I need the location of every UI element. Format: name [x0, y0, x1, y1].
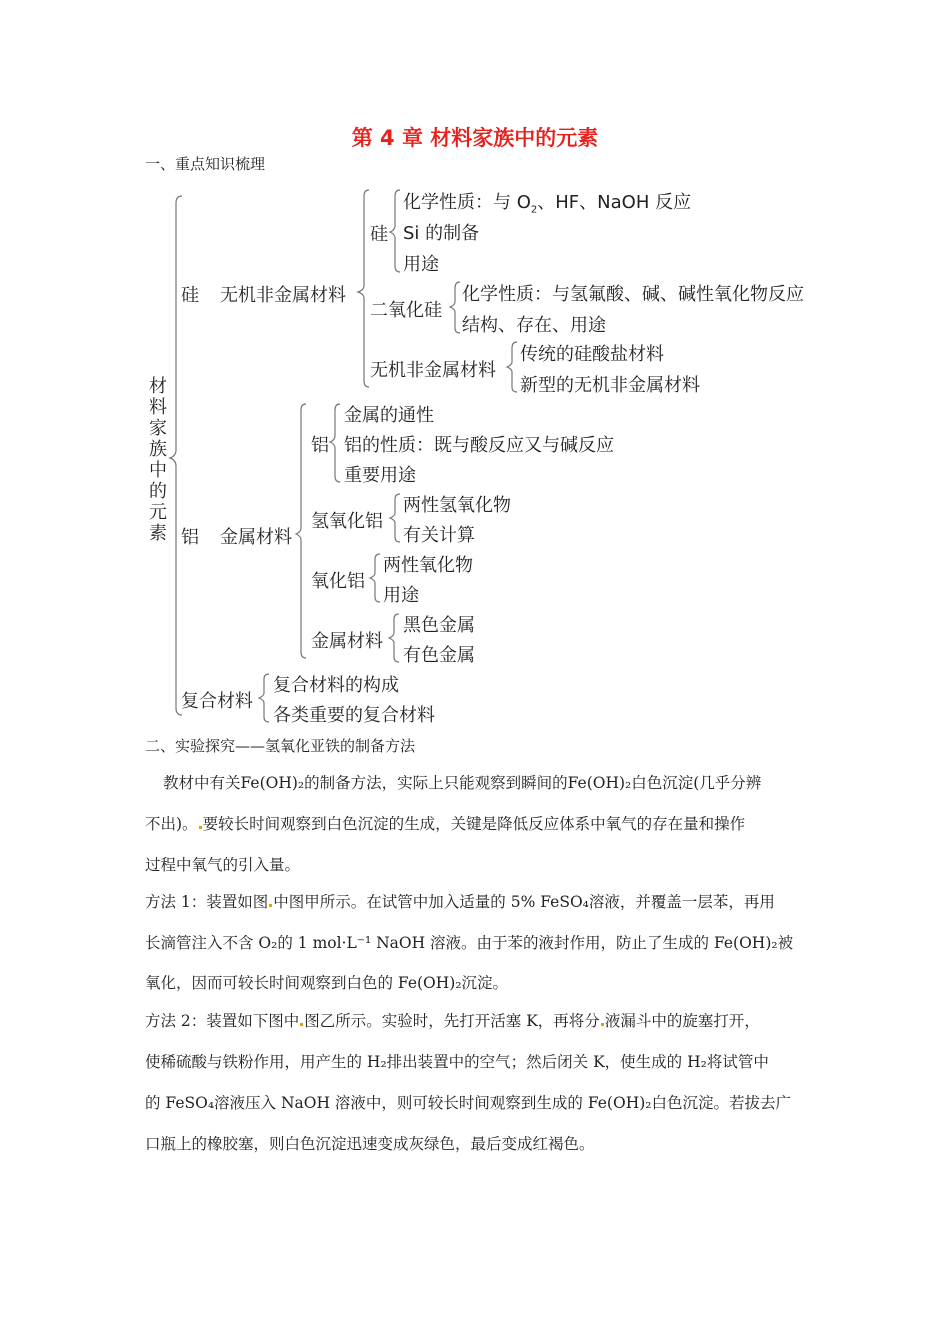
oxide-item-use: 用途 — [383, 585, 419, 606]
oxide-label: 氧化铝 — [311, 571, 365, 592]
method-2-line-1: 方法 2：装置如下图中 图乙所示。实验时，先打开活塞 K，再将分 液漏斗中的旋塞打开， — [145, 1012, 760, 1030]
al-element-brace — [330, 404, 340, 482]
composite-item-structure: 复合材料的构成 — [273, 675, 399, 696]
metal-item-ferrous: 黑色金属 — [403, 615, 475, 636]
method-2-line-4: 口瓶上的橡胶塞，则白色沉淀迅速变成灰绿色，最后变成红褐色。 — [145, 1135, 595, 1153]
inorganic-brace — [507, 342, 517, 392]
sio2-label: 二氧化硅 — [370, 300, 442, 321]
al-label: 铝 — [181, 527, 199, 548]
page-title: 第 4 章 材料家族中的元素 — [351, 126, 599, 150]
root-brace — [170, 196, 182, 715]
inorganic-item-traditional: 传统的硅酸盐材料 — [520, 344, 664, 365]
composite-brace — [259, 674, 269, 722]
inorganic-label: 无机非金属材料 — [370, 360, 496, 381]
oxide-item-amphoteric: 两性氧化物 — [383, 555, 473, 576]
al-sub-label: 金属材料 — [220, 527, 292, 548]
al-brace — [296, 404, 306, 658]
section-heading-1: 一、重点知识梳理 — [145, 155, 266, 173]
si-element-brace — [390, 190, 400, 272]
si-element-label: 硅 — [370, 224, 388, 245]
oxide-brace — [370, 554, 380, 602]
hydroxide-label: 氢氧化铝 — [311, 511, 383, 532]
inorganic-item-new: 新型的无机非金属材料 — [520, 375, 700, 396]
metal-materials-brace — [389, 614, 399, 662]
metal-materials-label: 金属材料 — [311, 631, 383, 652]
method-2-line-3: 的 FeSO₄溶液压入 NaOH 溶液中，则可较长时间观察到生成的 Fe(OH)₂白色沉淀。若拔去广 — [145, 1094, 791, 1112]
si-sub-label: 无机非金属材料 — [220, 285, 346, 306]
si-item-prep: Si 的制备 — [403, 223, 480, 244]
hydroxide-item-amphoteric: 两性氢氧化物 — [403, 495, 511, 516]
al-element-label: 铝 — [311, 435, 329, 456]
composite-item-types: 各类重要的复合材料 — [273, 705, 435, 726]
method-2-line-2: 使稀硫酸与铁粉作用，用产生的 H₂排出装置中的空气；然后闭关 K，使生成的 H₂将试管中 — [145, 1053, 769, 1071]
hydroxide-item-calc: 有关计算 — [403, 525, 475, 546]
al-item-use: 重要用途 — [344, 465, 416, 486]
si-label: 硅 — [181, 285, 199, 306]
composite-label: 复合材料 — [181, 691, 253, 712]
paragraph-intro-line-2: 不出)。 要较长时间观察到白色沉淀的生成，关键是降低反应体系中氧气的存在量和操作 — [145, 815, 746, 833]
sio2-item-struct: 结构、存在、用途 — [462, 315, 606, 336]
si-brace — [358, 190, 369, 387]
si-item-use: 用途 — [403, 254, 439, 275]
method-1-line-1: 方法 1：装置如图 中图甲所示。在试管中加入适量的 5% FeSO₄溶液，并覆盖一层苯，再用 — [145, 893, 775, 911]
hydroxide-brace — [390, 494, 400, 542]
metal-item-nonferrous: 有色金属 — [403, 645, 475, 666]
al-item-properties: 铝的性质：既与酸反应又与碱反应 — [344, 435, 614, 456]
paragraph-intro-line-1: 教材中有关Fe(OH)₂的制备方法，实际上只能观察到瞬间的Fe(OH)₂白色沉淀(几乎分辨 — [163, 774, 762, 792]
section-heading-2: 二、实验探究——氢氧化亚铁的制备方法 — [145, 737, 416, 755]
tree-root-label: 材料家族中的元素 — [149, 376, 167, 544]
method-1-line-2: 长滴管注入不含 O₂的 1 mol·L⁻¹ NaOH 溶液。由于苯的液封作用，防止了生成的 Fe(OH)₂被 — [145, 934, 794, 952]
sio2-brace — [450, 282, 460, 333]
si-item-chem: 化学性质：与 $O_2$、HF、NaOH 反应 — [403, 192, 692, 216]
sio2-item-chem: 化学性质：与氢氟酸、碱、碱性氧化物反应 — [462, 284, 804, 305]
paragraph-intro-line-3: 过程中氧气的引入量。 — [145, 856, 301, 874]
al-item-general: 金属的通性 — [344, 405, 434, 426]
method-1-line-3: 氧化，因而可较长时间观察到白色的 Fe(OH)₂沉淀。 — [145, 974, 509, 992]
